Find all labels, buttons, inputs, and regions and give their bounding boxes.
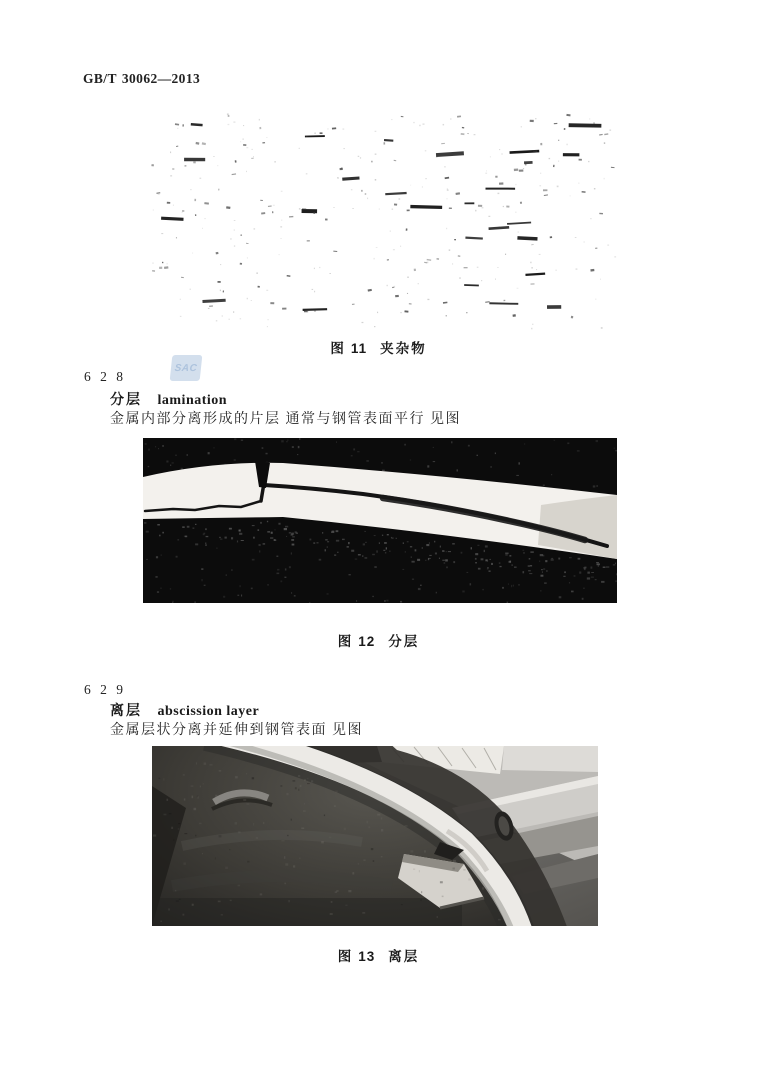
doc-number <box>83 71 200 87</box>
figure-caption-label: 图 <box>337 634 352 649</box>
section-628-number: 6 2 8 <box>84 369 126 384</box>
figure-13-caption <box>0 945 757 965</box>
figure-caption-term: 夹杂物 <box>380 341 427 356</box>
figure-11-caption <box>0 337 757 357</box>
section-629-number: 6 2 9 <box>84 682 126 697</box>
figure-caption-number: 11 <box>350 341 368 356</box>
figure-12-lamination-image <box>143 438 617 603</box>
section-629-term <box>110 700 259 720</box>
figure-caption-number: 13 <box>358 949 376 964</box>
figure-caption-label: 图 <box>330 341 344 356</box>
figure-caption-label: 图 <box>337 949 352 964</box>
section-629-definition: 金属层状分离并延伸到钢管表面 见图 <box>110 723 363 738</box>
figure-caption-term: 分层 <box>388 634 420 649</box>
doc-number-prefix: GB/T <box>83 71 117 86</box>
figure-11-inclusions-image <box>150 113 620 335</box>
doc-number-digits: 30062—2013 <box>121 71 201 86</box>
term-english: abscission layer <box>157 704 260 719</box>
figure-caption-term: 离层 <box>388 949 420 964</box>
section-628-definition: 金属内部分离形成的片层 通常与钢管表面平行 见图 <box>110 412 461 427</box>
figure-13-abscission-layer-image <box>152 746 598 926</box>
term-chinese: 分层 <box>110 391 142 407</box>
figure-12-caption <box>0 630 757 650</box>
sac-watermark-text: SAC <box>174 362 198 374</box>
sac-watermark-logo <box>170 355 203 381</box>
figure-caption-number: 12 <box>358 634 376 649</box>
section-628-term <box>110 389 227 409</box>
term-chinese: 离层 <box>110 702 142 718</box>
term-english: lamination <box>157 393 228 408</box>
